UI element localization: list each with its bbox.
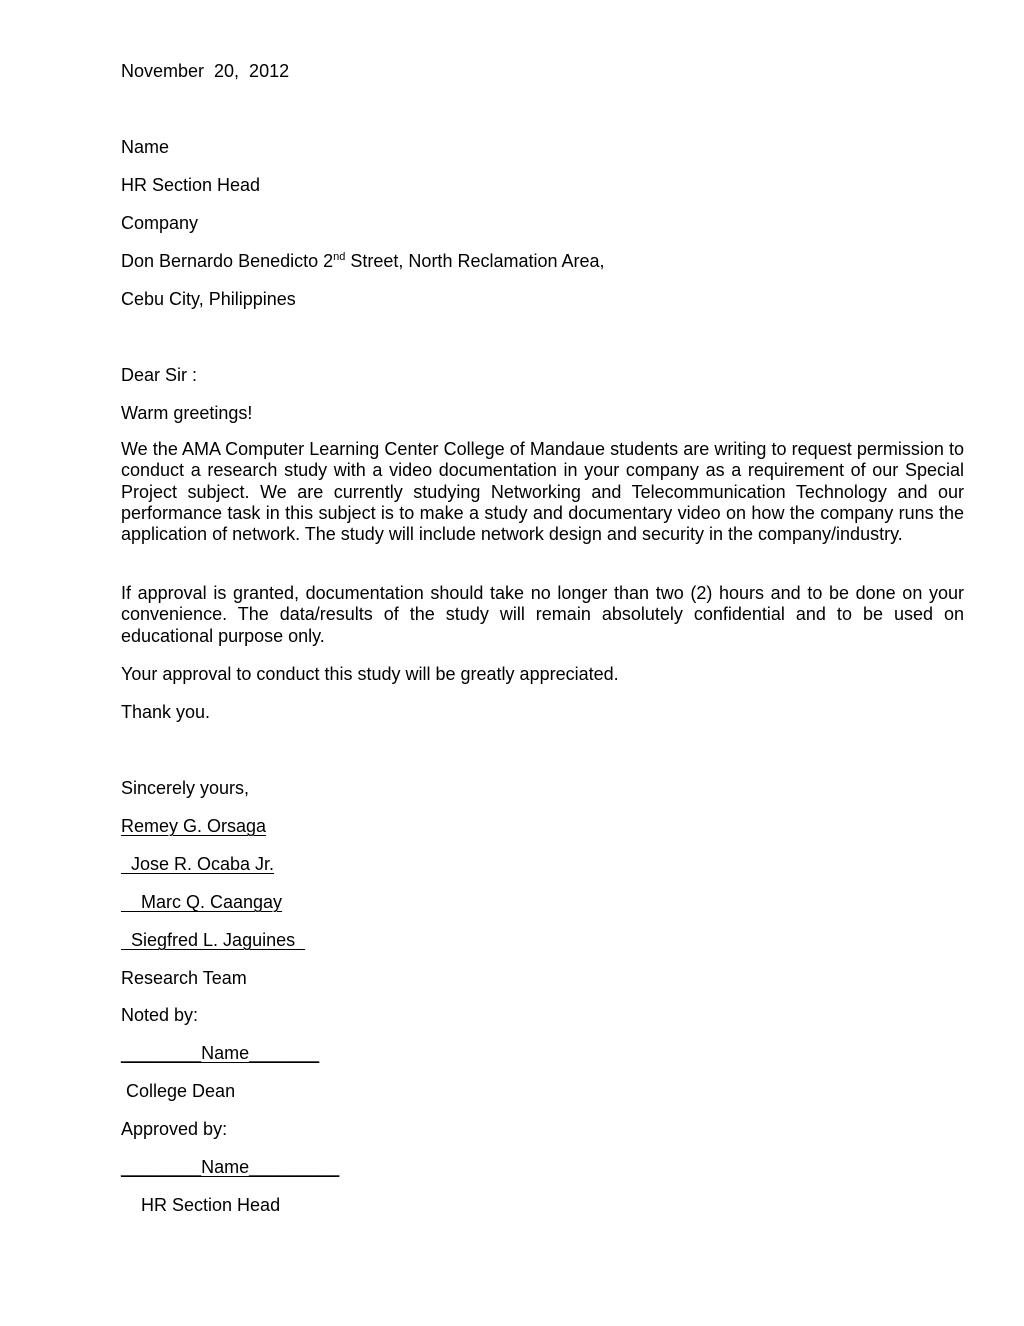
closing: Sincerely yours, (121, 778, 250, 798)
noted-by-line-lead: ________ (121, 1043, 202, 1063)
approved-by-line-tail: _________ (249, 1157, 340, 1177)
letter-date: November 20, 2012 (121, 61, 290, 81)
recipient-company: Company (121, 213, 199, 233)
noted-by-line-tail: _______ (249, 1043, 320, 1063)
approved-by-title: HR Section Head (121, 1195, 281, 1215)
address-street-ordinal: nd (333, 251, 346, 263)
signatory-3: Marc Q. Caangay (121, 892, 283, 912)
approved-by-label: Approved by: (121, 1119, 228, 1139)
noted-by-name: Name (201, 1043, 250, 1063)
body-paragraph-2: If approval is granted, documentation should take no longer than two (2) hours and to be done on your convenience. The data/results of the study will remain absolutely confidential and to be used on educational purpose only. (121, 583, 964, 646)
signatory-2: Jose R. Ocaba Jr. (121, 854, 275, 874)
recipient-address-street (121, 250, 605, 272)
noted-by-signature-line (121, 1042, 319, 1064)
recipient-title: HR Section Head (121, 175, 261, 195)
noted-by-title: College Dean (121, 1081, 236, 1101)
body-paragraph-1: We the AMA Computer Learning Center College of Mandaue students are writing to request permission to conduct a research study with a video documentation in your company as a requirement of our Special Project subject. We are currently studying Networking and Telecommunication Technology and our performance task in this subject is to make a study and documentary video on how the company runs the application of network. The study will include network design and security in the company/industry. (121, 439, 964, 545)
address-street-post: Street, North Reclamation Area, (345, 251, 605, 271)
thank-you: Thank you. (121, 702, 211, 722)
body-paragraph-3: Your approval to conduct this study will be greatly appreciated. (121, 664, 619, 684)
signatory-1: Remey G. Orsaga (121, 816, 267, 836)
salutation: Dear Sir : (121, 365, 198, 385)
approved-by-line-lead: ________ (121, 1157, 202, 1177)
signatory-4: Siegfred L. Jaguines (121, 930, 306, 950)
team-label: Research Team (121, 968, 247, 988)
greeting: Warm greetings! (121, 403, 253, 423)
recipient-name: Name (121, 137, 170, 157)
approved-by-name: Name (201, 1157, 250, 1177)
address-street-pre: Don Bernardo Benedicto 2 (121, 251, 334, 271)
noted-by-label: Noted by: (121, 1005, 199, 1025)
recipient-address-city: Cebu City, Philippines (121, 289, 296, 309)
approved-by-signature-line (121, 1156, 339, 1178)
